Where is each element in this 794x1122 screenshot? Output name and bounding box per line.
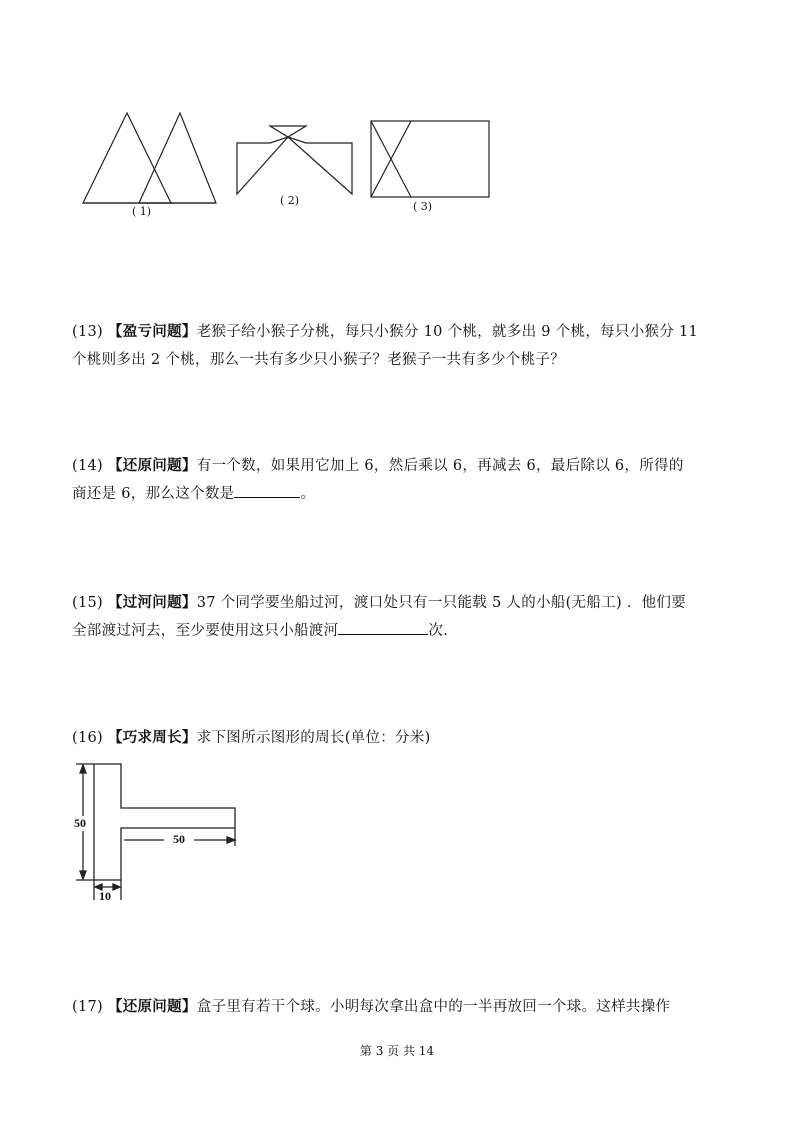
geometry-figures: [0, 0, 794, 240]
question-tag: 【还原问题】: [107, 999, 197, 1015]
question-text: 37 个同学要坐船过河，渡口处只有一只能载 5 人的小船(无船工) ．他们要: [196, 595, 687, 611]
question-number: (14): [72, 458, 103, 474]
question-number: (13): [72, 324, 103, 340]
dimension-width: 10: [99, 889, 111, 903]
question-15: [72, 589, 724, 645]
question-text: 全部渡过河去，至少要使用这只小船渡河: [72, 623, 339, 639]
figure-2-label: ( 2): [280, 194, 300, 207]
question-tag: 【还原问题】: [107, 458, 197, 474]
page-footer: 第 3 页 共 14: [359, 1044, 435, 1058]
question-14: [72, 452, 724, 508]
t-shape-outline: [94, 764, 235, 880]
question-number: (15): [72, 595, 103, 611]
question-13: [72, 318, 724, 374]
figure-3-rectangle: [371, 121, 489, 197]
question-17: [72, 993, 724, 1021]
figure-2-bowtie: [237, 126, 352, 194]
question-16: [72, 724, 724, 752]
question-text: 。: [300, 486, 316, 502]
question-text: 盒子里有若干个球。小明每次拿出盒中的一半再放回一个球。这样共操作: [196, 999, 671, 1015]
question-text: 次.: [428, 623, 449, 639]
figure-1-label: ( 1): [132, 205, 152, 218]
question-tag: 【过河问题】: [107, 595, 197, 611]
question-number: (17): [72, 999, 103, 1015]
figure-1-triangles: [83, 113, 216, 203]
question-text: 个桃则多出 2 个桃，那么一共有多少只小猴子？老猴子一共有多少个桃子？: [72, 352, 565, 368]
question-tag: 【巧求周长】: [107, 730, 197, 746]
figure-3-label: ( 3): [413, 200, 433, 213]
question-tag: 【盈亏问题】: [107, 324, 197, 340]
question-text: 有一个数，如果用它加上 6，然后乘以 6，再减去 6，最后除以 6，所得的: [196, 458, 684, 474]
dimension-arm: 50: [173, 832, 185, 846]
question-text: 求下图所示图形的周长(单位：分米): [196, 730, 431, 746]
question-text: 老猴子给小猴子分桃，每只小猴分 10 个桃，就多出 9 个桃，每只小猴分 11: [196, 324, 699, 340]
dimension-height: 50: [74, 816, 86, 830]
answer-blank[interactable]: [234, 481, 300, 498]
question-text: 商还是 6，那么这个数是: [72, 486, 235, 502]
question-number: (16): [72, 730, 103, 746]
answer-blank[interactable]: [338, 618, 428, 635]
t-shape-figure: [70, 758, 250, 908]
